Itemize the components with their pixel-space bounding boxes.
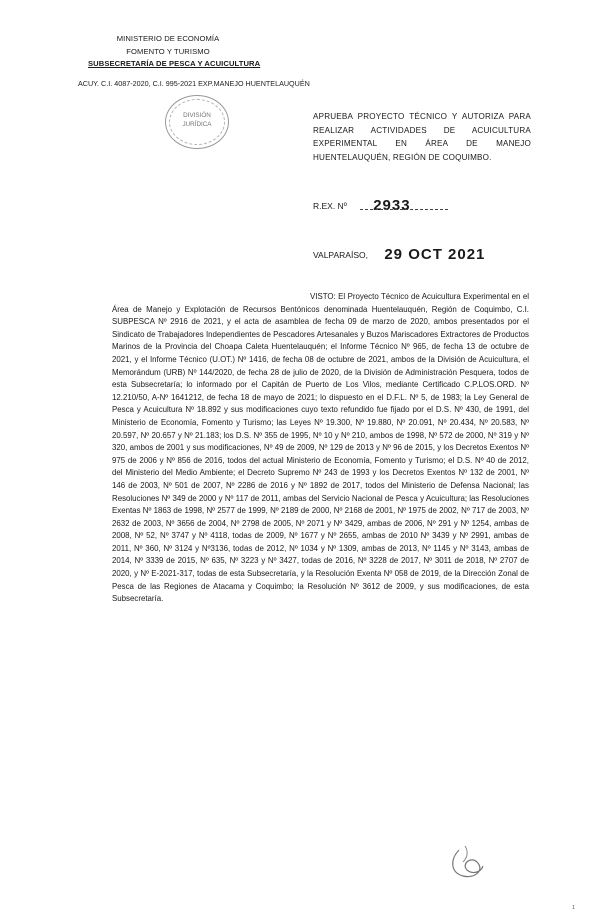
resolution-label: R.EX. Nº (313, 201, 347, 211)
signature-mark (445, 842, 495, 887)
file-reference: ACUY. C.I. 4087-2020, C.I. 995-2021 EXP.MANEJO HUENTELAUQUÉN (78, 79, 310, 88)
city: VALPARAÍSO, (313, 250, 368, 260)
stamp-line-1: DIVISIÓN (183, 112, 211, 119)
stamp-text (175, 111, 219, 129)
resolution-number-block (313, 196, 411, 213)
body-paragraph (112, 291, 529, 606)
stamp-line-2: JURÍDICA (182, 121, 212, 128)
resolution-title: APRUEBA PROYECTO TÉCNICO Y AUTORIZA PARA REALIZAR ACTIVIDADES DE ACUICULTURA EXPERIMENTAL EN ÁREA DE MANEJO HUENTELAUQUÉN, REGIÓN DE COQUIMBO. (313, 112, 531, 162)
resolution-number: 2933 (373, 197, 411, 214)
ministry-line: MINISTERIO DE ECONOMÍA (116, 34, 220, 43)
date-stamp: 29 OCT 2021 (384, 246, 486, 263)
visto-text: VISTO: El Proyecto Técnico de Acuicultura Experimental en el Área de Manejo y Explotación de Recursos Bentónicos denominada Huentelauquén, Región de Coquimbo, C.I. SUBPESCA Nº 2916 de 2021, y el acta de asamblea de fecha 09 de marzo de 2020, ambos presentados por el Sindicato de Trabajadores Independientes de Pescadores Artesanales y Buzos Mariscadores Extractores de Productos Marinos de la Provincia del Choapa Caleta Huentelauquén; el Informe Técnico Nº 965, de fecha 13 de octubre de 2021, y el Informe Técnico (U.OT.) Nº 1416, de fecha 08 de octubre de 2021, ambos de la División de Acuicultura, el Memorándum (URB) Nº 144/2020, de fecha 28 de julio de 2020, de la División de Administración Pesquera, todos de esta Subsecretaría; lo informado por el Capitán de Puerto de Los Vilos, mediante Certificado C.P.LOS.ORD. Nº 12.210/50, A-Nº 1641212, de fecha 18 de mayo de 2021; lo dispuesto en el D.F.L. Nº 5, de 1983; la Ley General de Pesca y Acuicultura Nº 18.892 y sus modificaciones cuyo texto refundido fue fijado por el D.S. Nº 430, de 1991, del Ministerio de Economía, Fomento y Turismo; las Leyes Nº 19.300, Nº 19.880, Nº 20.091, Nº 20.434, Nº 20.583, Nº 20.597, Nº 20.657 y Nº 21.183; los D.S. Nº 355 de 1995, Nº 10 y Nº 210, ambos de 1998, Nº 572 de 2000, Nº 319 y Nº 320, ambos de 2001 y sus modificaciones, Nº 49 de 2009, Nº 129 de 2013 y Nº 96 de 2015, y los Decretos Exentos Nº 975 de 2006 y Nº 856 de 2016, todos del actual Ministerio de Economía, Fomento y Turismo; el D.S. Nº 40 de 2012, del Ministerio del Medio Ambiente; el Decreto Supremo Nº 243 de 1993 y los Decretos Exentos Nº 132 de 2001, Nº 146 de 2003, Nº 501 de 2007, Nº 2286 de 2016 y Nº 1892 de 2017, todos del Ministerio de Defensa Nacional; las Resoluciones Nº 349 de 2000 y Nº 117 de 2011, ambas del Servicio Nacional de Pesca y Acuicultura; las Resoluciones Exentas Nº 1863 de 1998, Nº 2577 de 1999, Nº 2189 de 2000, Nº 2168 de 2001, Nº 1975 de 2002, Nº 717 de 2003, Nº 2632 de 2003, Nº 3656 de 2004, Nº 2798 de 2005, Nº 2071 y Nº 3429, ambas de 2006, Nº 291 y Nº 1254, ambas de 2008, Nº 52, Nº 3747 y Nº 4118, todas de 2009, Nº 1677 y Nº 2655, ambas de 2010 Nº 3439 y Nº 2991, ambas de 2011, Nº 360, Nº 3124 y Nº3136, todas de 2012, Nº 1034 y Nº 1309, ambas de 2013, Nº 1145 y Nº 3143, ambas de 2014, Nº 3339 de 2015, Nº 635, Nº 3223 y Nº 3427, todas de 2016, Nº 3228 de 2017, Nº 3011 de 2018, Nº 2707 de 2020, y Nº E-2021-317, todas de esta Subsecretaría, y la Resolución Exenta Nº 058 de 2019, de la Dirección Zonal de Pesca de las Regiones de Atacama y Coquimbo; la Resolución Nº 3612 de 2009, y sus modificaciones, de esta Subsecretaría. (112, 292, 529, 604)
page-corner-mark: 1 (572, 905, 576, 911)
subsecretaria-line: SUBSECRETARÍA DE PESCA Y ACUICULTURA (88, 59, 261, 68)
number-underline (360, 209, 448, 210)
ministry-subline: FOMENTO Y TURISMO (126, 46, 210, 56)
division-stamp (165, 95, 229, 149)
issuer-header (88, 33, 261, 71)
place-date-block (313, 245, 485, 262)
